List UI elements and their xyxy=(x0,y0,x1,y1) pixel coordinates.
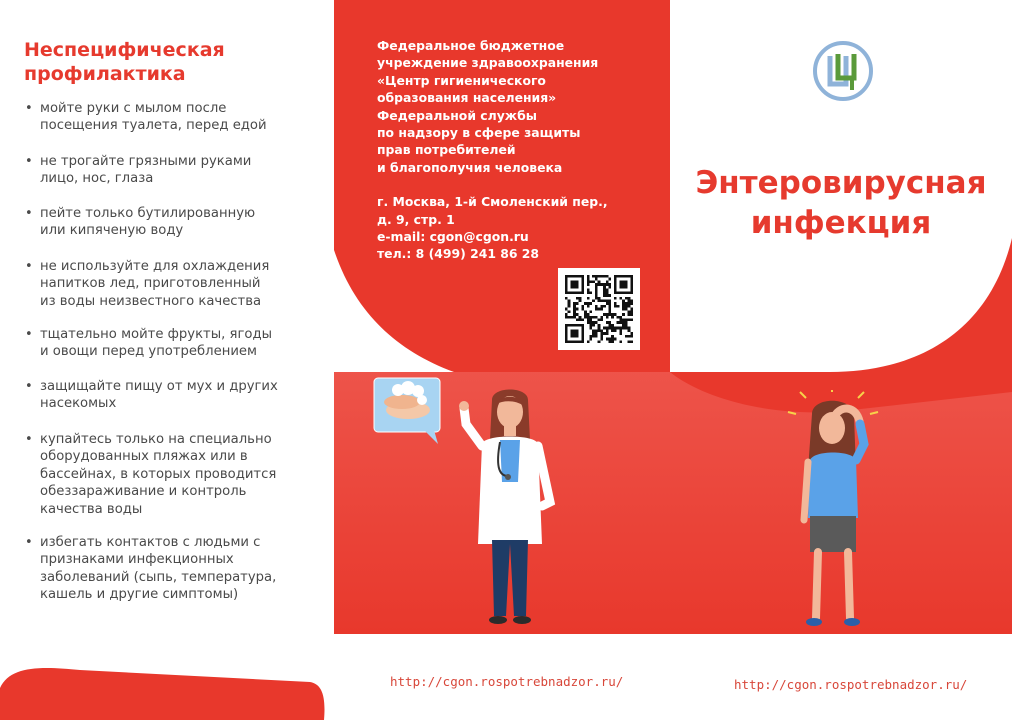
prevention-tip xyxy=(24,258,324,310)
contact-line: д. 9, стр. 1 xyxy=(377,211,455,227)
bullet-icon: • xyxy=(25,327,33,342)
contact-line: тел.: 8 (499) 241 86 28 xyxy=(377,246,540,262)
prevention-tip-line: бассейнах, в которых проводится xyxy=(40,466,277,482)
website-link-middle[interactable]: http://cgon.rospotrebnadzor.ru/ xyxy=(390,674,624,689)
organization-line: образования населения» xyxy=(377,90,557,106)
organization-line: прав потребителей xyxy=(377,142,516,158)
contact-line: г. Москва, 1-й Смоленский пер., xyxy=(377,194,608,210)
prevention-tip-line: не используйте для охлаждения xyxy=(40,259,270,274)
prevention-tip xyxy=(24,534,324,604)
bullet-icon: • xyxy=(25,101,33,116)
prevention-tip-line: насекомых xyxy=(40,396,117,412)
prevention-tip-line: из воды неизвестного качества xyxy=(40,293,262,309)
main-title-line-2: инфекция xyxy=(750,205,932,241)
prevention-tip-line: не трогайте грязными руками xyxy=(40,154,252,169)
prevention-tip-line: качества воды xyxy=(40,501,143,517)
sick-girl-illustration xyxy=(786,390,880,628)
prevention-title-line-1: Неспецифическая xyxy=(24,39,225,61)
prevention-title-line-2: профилактика xyxy=(24,63,186,85)
organization-line: Федеральной службы xyxy=(377,107,537,123)
main-title-line-1: Энтеровирусная xyxy=(695,165,987,201)
cgon-logo xyxy=(812,40,874,102)
prevention-tip-line: посещения туалета, перед едой xyxy=(40,118,267,134)
prevention-tip xyxy=(24,100,324,135)
prevention-tip-line: лицо, нос, глаза xyxy=(40,171,154,187)
prevention-tip-line: напитков лед, приготовленный xyxy=(40,276,261,292)
spacer xyxy=(377,176,657,193)
main-title xyxy=(670,163,1012,243)
prevention-title xyxy=(24,38,324,86)
prevention-tip-line: или кипяченую воду xyxy=(40,223,184,239)
contact-line: e-mail: cgon@cgon.ru xyxy=(377,229,529,245)
decorative-red-wave xyxy=(0,648,334,720)
bullet-icon: • xyxy=(25,259,33,274)
doctor-illustration xyxy=(452,384,568,628)
organization-line: и благополучия человека xyxy=(377,159,563,175)
bullet-icon: • xyxy=(25,206,33,221)
qr-code-icon xyxy=(565,275,633,343)
prevention-tip-line: кашель и другие симптомы) xyxy=(40,587,239,603)
prevention-tip-line: обеззараживание и контроль xyxy=(40,484,247,500)
prevention-tip xyxy=(24,326,324,361)
left-panel xyxy=(0,0,334,720)
prevention-tip xyxy=(24,205,324,240)
qr-code[interactable] xyxy=(558,268,640,350)
prevention-tip-line: купайтесь только на специально xyxy=(40,432,272,447)
bullet-icon: • xyxy=(25,379,33,394)
prevention-tip-line: оборудованных пляжах или в xyxy=(40,449,248,465)
bullet-icon: • xyxy=(25,432,33,447)
organization-block xyxy=(334,0,670,372)
prevention-tip-line: избегать контактов с людьми с xyxy=(40,535,261,550)
prevention-tip-line: защищайте пищу от мух и других xyxy=(40,379,278,394)
organization-line: учреждение здравоохранения xyxy=(377,55,599,71)
prevention-tip-line: пейте только бутилированную xyxy=(40,206,256,221)
prevention-tip xyxy=(24,378,324,413)
website-link-right[interactable]: http://cgon.rospotrebnadzor.ru/ xyxy=(734,677,968,692)
bullet-icon: • xyxy=(25,154,33,169)
organization-line: по надзору в сфере защиты xyxy=(377,125,581,141)
handwashing-bubble-icon xyxy=(372,376,444,446)
prevention-tip-line: мойте руки с мылом после xyxy=(40,101,227,116)
prevention-tip-line: заболеваний (сыпь, температура, xyxy=(40,569,277,585)
organization-line: Федеральное бюджетное xyxy=(377,38,565,53)
prevention-tip xyxy=(24,153,324,188)
prevention-tip-line: и овощи перед употреблением xyxy=(40,344,257,360)
bullet-icon: • xyxy=(25,535,33,550)
organization-info xyxy=(377,37,657,263)
prevention-tip xyxy=(24,431,324,518)
prevention-tip-line: тщательно мойте фрукты, ягоды xyxy=(40,327,272,342)
organization-line: «Центр гигиенического xyxy=(377,72,546,88)
prevention-tip-line: признаками инфекционных xyxy=(40,552,234,568)
